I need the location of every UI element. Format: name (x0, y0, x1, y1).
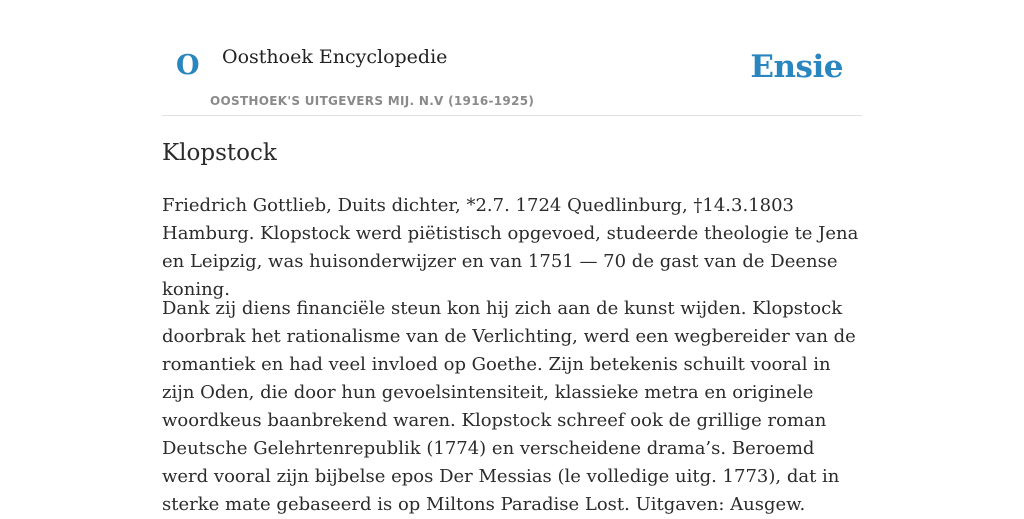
entry-paragraph-1: Friedrich Gottlieb, Duits dichter, *2.7. 1724 Quedlinburg, †14.3.1803 Hamburg. Klopstock werd piëtistisch opgevoed, studeerde theologie te Jena en Leipzig, was huisonderwijzer en van 1751 — 70 de gast van de Deense koning. (162, 195, 859, 300)
book-logo[interactable]: O (176, 50, 200, 81)
article-page (162, 0, 862, 515)
entry-title: Klopstock (162, 140, 277, 166)
entry-paragraph-2: Dank zij diens financiële steun kon hij zich aan de kunst wijden. Klopstock doorbrak het rationalisme van de Verlichting, werd een wegbereider van de romantiek en had veel invloed op Goethe. Zijn betekenis schuilt vooral in zijn Oden, die door hun gevoelsintensiteit, klassieke metra en originele woordkeus baanbrekend waren. Klopstock schreef ook de grillige roman Deutsche Gelehrtenrepublik (1774) en verscheidene drama’s. Beroemd werd vooral zijn bijbelse epos Der Messias (le volledige uitg. 1773), dat in sterke mate gebaseerd is op Miltons Paradise Lost. Uitgaven: Ausgew. (162, 298, 856, 515)
site-header (162, 0, 862, 116)
book-title-link[interactable]: Oosthoek Encyclopedie (222, 46, 448, 68)
publisher-label: OOSTHOEK'S UITGEVERS MIJ. N.V (1916-1925) (210, 94, 535, 108)
ensie-logo[interactable]: Ensie (750, 49, 843, 85)
